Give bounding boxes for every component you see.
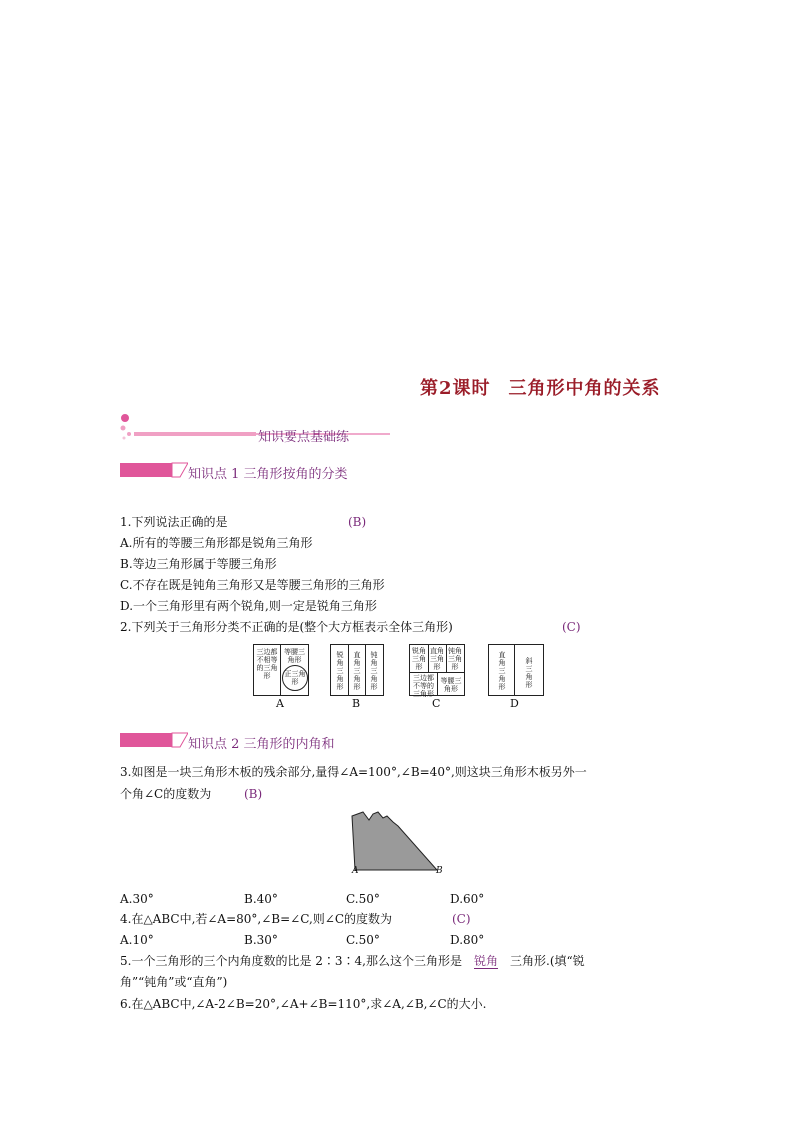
question-1-option-d: D.一个三角形里有两个锐角,则一定是锐角三角形 <box>120 599 377 613</box>
figure-d-caption: D <box>510 697 519 710</box>
question-4-option-d: D.80° <box>450 933 485 947</box>
question-4-answer: (C) <box>452 912 471 926</box>
question-3-option-d: D.60° <box>450 892 485 906</box>
knowledge-point-tag <box>120 731 188 749</box>
figure-b-frame <box>330 644 384 696</box>
question-3-line-1: 3.如图是一块三角形木板的残余部分,量得∠A=100°,∠B=40°,则这块三角形木板另外一 <box>120 765 587 779</box>
question-5-line-2: 角”“钝角”或“直角”) <box>120 975 228 989</box>
figure-a-circle-label: 正三角形 <box>284 670 306 686</box>
question-5-fill-answer: 锐角 <box>474 954 499 968</box>
question-4-option-c: C.50° <box>346 933 380 947</box>
question-3-option-c: C.50° <box>346 892 380 906</box>
question-4-option-b: B.30° <box>244 933 278 947</box>
knowledge-point-1-heading: 知识点 1 三角形按角的分类 <box>188 467 348 482</box>
question-6-stem: 6.在△ABC中,∠A-2∠B=20°,∠A+∠B=110°,求∠A,∠B,∠C的大小. <box>120 997 487 1011</box>
section-heading: 知识要点基础练 <box>258 430 350 445</box>
figure-b-obtuse-label: 钝角三角形 <box>370 651 378 691</box>
question-5-line-1 <box>120 951 585 971</box>
figure-c-isosceles-label: 等腰三角形 <box>440 677 462 693</box>
point-a-label: A <box>352 866 359 876</box>
figure-a-frame <box>253 644 309 696</box>
question-4-stem: 4.在△ABC中,若∠A=80°,∠B=∠C,则∠C的度数为 <box>120 912 393 926</box>
question-1-option-a: A.所有的等腰三角形都是锐角三角形 <box>120 536 313 550</box>
figure-c-caption: C <box>432 697 441 710</box>
figure-c-frame <box>409 644 465 696</box>
section-banner-decoration <box>120 412 390 442</box>
point-b-label: B <box>436 866 443 876</box>
question-4-option-a: A.10° <box>120 933 154 947</box>
question-5-stem-tail: 三角形.(填“锐 <box>510 954 585 968</box>
figure-d-oblique-label: 斜三角形 <box>525 657 533 689</box>
question-5-stem: 5.一个三角形的三个内角度数的比是 2∶3∶4,那么这个三角形是 <box>120 954 462 968</box>
figure-d-right-label: 直角三角形 <box>498 651 506 691</box>
page-title <box>420 374 661 400</box>
question-3-option-b: B.40° <box>244 892 278 906</box>
lesson-title: 三角形中角的关系 <box>508 378 661 399</box>
figure-b-caption: B <box>352 697 361 710</box>
figure-c-right-label: 直角三角形 <box>430 647 444 671</box>
question-1-stem: 1.下列说法正确的是 <box>120 515 228 529</box>
figure-a-circle <box>282 665 308 691</box>
figure-c-acute-label: 锐角三角形 <box>412 647 426 671</box>
figure-d-frame <box>488 644 544 696</box>
figure-a-caption: A <box>276 697 284 710</box>
figure-b-right-label: 直角三角形 <box>353 651 361 691</box>
question-3-option-a: A.30° <box>120 892 154 906</box>
figure-a-right-label: 等腰三角形 <box>284 648 305 664</box>
figure-a-left-label: 三边都不相等的三角形 <box>256 648 278 680</box>
question-3-answer: (B) <box>244 787 263 801</box>
figure-c-scalene-label: 三边都不等的三角形 <box>413 674 434 698</box>
knowledge-point-tag <box>120 461 188 479</box>
knowledge-point-2-heading: 知识点 2 三角形的内角和 <box>188 737 335 752</box>
question-1-answer: (B) <box>348 515 367 529</box>
lesson-number: 第2课时 <box>420 378 491 399</box>
question-1-option-c: C.不存在既是钝角三角形又是等腰三角形的三角形 <box>120 578 385 592</box>
figure-c-obtuse-label: 钝角三角形 <box>448 647 462 671</box>
figure-b-acute-label: 锐角三角形 <box>336 651 344 691</box>
question-3-line-2: 个角∠C的度数为 <box>120 787 212 801</box>
question-2-answer: (C) <box>562 620 581 634</box>
question-2-stem: 2.下列关于三角形分类不正确的是(整个大方框表示全体三角形) <box>120 620 453 634</box>
question-1-option-b: B.等边三角形属于等腰三角形 <box>120 557 277 571</box>
